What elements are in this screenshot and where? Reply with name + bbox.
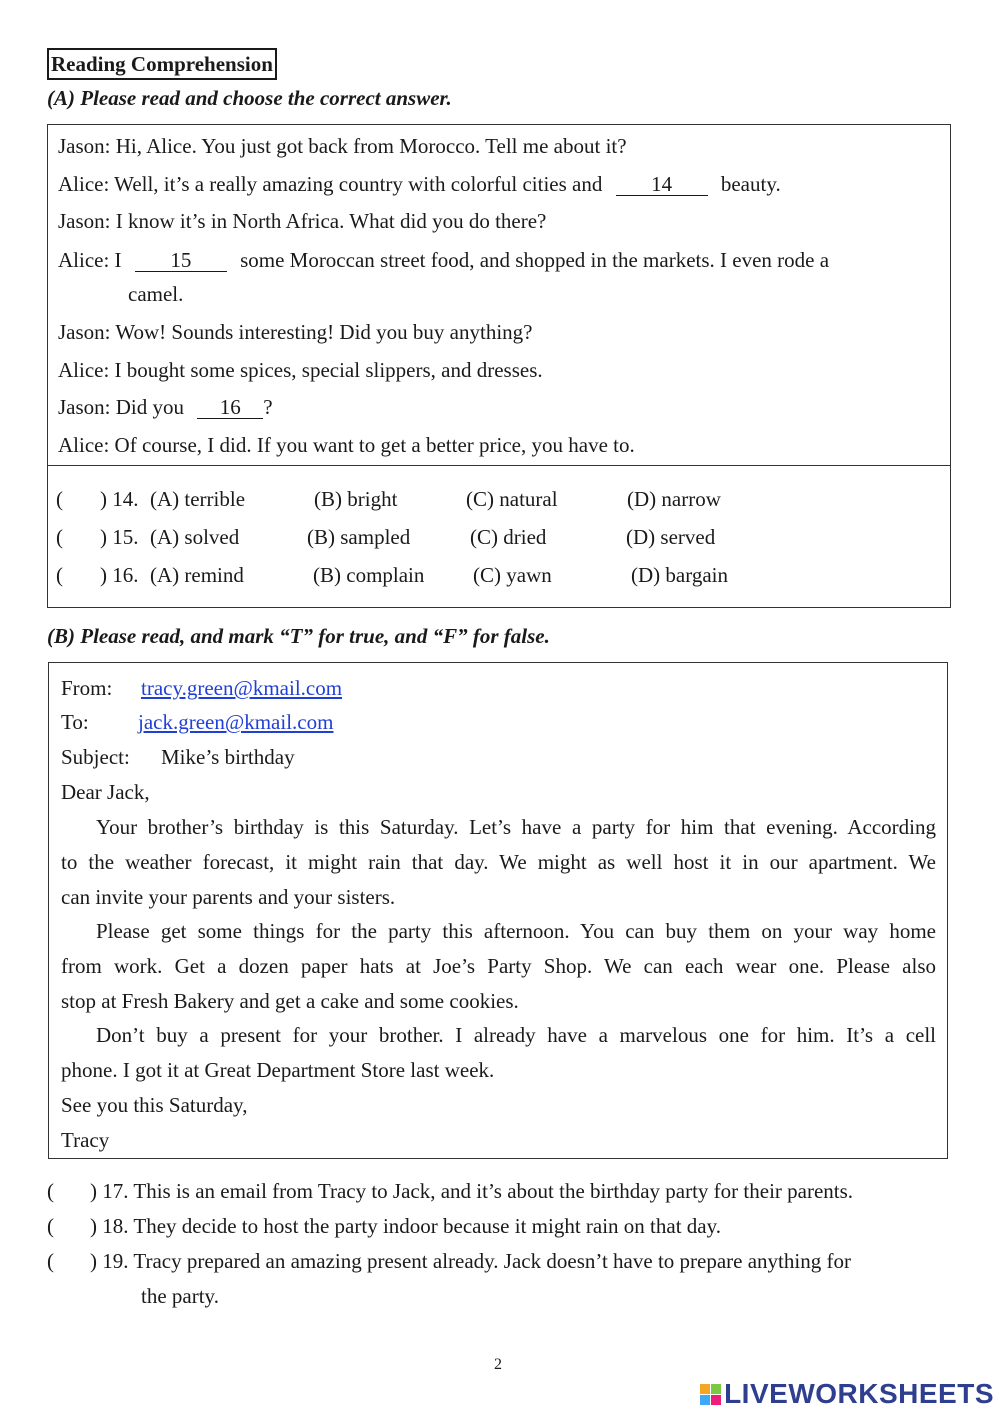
option-d: (D) bargain [631,563,728,587]
option-d: (D) narrow [627,487,721,511]
answer-paren[interactable]: ( [56,525,63,549]
email-paragraph-line: from work. Get a dozen paper hats at Joe’s Party Shop. We can each wear one. Please also [61,954,936,978]
answer-paren[interactable]: ( [47,1214,54,1238]
question-number: ) 15. [100,525,139,549]
question-number: ) 16. [100,563,139,587]
blank-14[interactable]: 14 [616,173,708,196]
question-number: ) 14. [100,487,139,511]
dialogue-line: Alice: Well, it’s a really amazing country with colorful cities and 14 beauty. [58,172,781,196]
option-b: (B) sampled [307,525,411,549]
to-email-link[interactable]: jack.green@kmail.com [138,710,334,734]
option-c: (C) natural [466,487,558,511]
dialogue-line-continued: camel. [128,282,184,306]
to-label: To: [61,710,89,734]
blank-15[interactable]: 15 [135,249,227,272]
statement-text: ) 19. Tracy prepared an amazing present already. Jack doesn’t have to prepare anything for [90,1249,851,1273]
option-a: (A) terrible [150,487,246,511]
email-from-row [61,675,112,701]
email-paragraph-line: Your brother’s birthday is this Saturday. Let’s have a party for him that evening. According [96,815,936,839]
logo-mark-icon [700,1384,721,1405]
email-closing: See you this Saturday, [61,1093,248,1117]
page-number: 2 [494,1356,502,1373]
option-b: (B) bright [314,487,398,511]
option-b: (B) complain [313,563,425,587]
option-d: (D) served [626,525,716,549]
from-label: From: [61,676,113,700]
dialogue-line: Jason: Hi, Alice. You just got back from Morocco. Tell me about it? [58,134,627,158]
section-b-instruction: (B) Please read, and mark “T” for true, and “F” for false. [47,624,550,648]
answer-paren[interactable]: ( [56,487,63,511]
dialogue-box [47,124,951,608]
dialogue-line: Jason: I know it’s in North Africa. What did you do there? [58,209,547,233]
dialogue-line: Alice: I 15 some Moroccan street food, and shopped in the markets. I even rode a [58,248,830,272]
blank-16[interactable]: 16 [197,396,263,419]
answer-paren[interactable]: ( [47,1249,54,1273]
option-c: (C) dried [470,525,547,549]
email-paragraph-line: Don’t buy a present for your brother. I already have a marvelous one for him. It’s a cell [96,1023,936,1047]
email-paragraph-line: can invite your parents and your sisters. [61,885,396,909]
option-c: (C) yawn [473,563,552,587]
logo-text: LIVEWORKSHEETS [724,1378,994,1409]
answer-paren[interactable]: ( [47,1179,54,1203]
email-paragraph-line: to the weather forecast, it might rain that day. We might as well host it in our apartment. We [61,850,936,874]
statement-text: ) 17. This is an email from Tracy to Jack, and it’s about the birthday party for their parents. [90,1179,854,1203]
statement-text-continued: the party. [141,1284,219,1308]
email-paragraph-line: phone. I got it at Great Department Store last week. [61,1058,495,1082]
section-heading: Reading Comprehension [47,48,277,80]
email-paragraph-line: stop at Fresh Bakery and get a cake and some cookies. [61,989,519,1013]
dialogue-line: Jason: Did you 16 ? [58,395,273,419]
option-a: (A) solved [150,525,240,549]
liveworksheets-logo [700,1378,994,1410]
email-greeting: Dear Jack, [61,780,150,804]
from-email-link[interactable]: tracy.green@kmail.com [141,676,343,700]
subject-value: Mike’s birthday [161,745,295,769]
option-a: (A) remind [150,563,244,587]
box-divider [48,465,950,466]
email-box [48,662,948,1159]
dialogue-line: Jason: Wow! Sounds interesting! Did you buy anything? [58,320,533,344]
email-paragraph-line: Please get some things for the party this afternoon. You can buy them on your way home [96,919,936,943]
subject-label: Subject: [61,745,130,769]
section-a-instruction: (A) Please read and choose the correct answer. [47,86,452,110]
answer-paren[interactable]: ( [56,563,63,587]
statement-text: ) 18. They decide to host the party indoor because it might rain on that day. [90,1214,722,1238]
dialogue-line: Alice: Of course, I did. If you want to get a better price, you have to. [58,433,635,457]
email-signature: Tracy [61,1128,110,1152]
dialogue-line: Alice: I bought some spices, special slippers, and dresses. [58,358,543,382]
